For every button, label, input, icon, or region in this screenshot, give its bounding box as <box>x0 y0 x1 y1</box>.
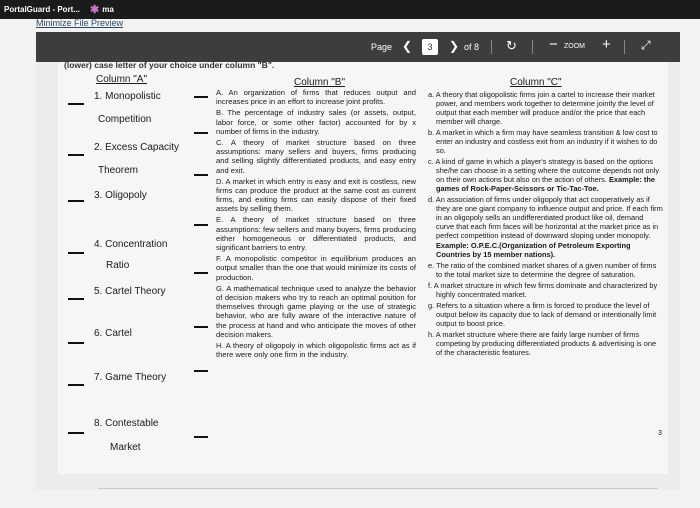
answer-blank <box>68 200 84 202</box>
page-number: 3 <box>658 430 662 437</box>
term-item-cont: Market <box>110 442 141 453</box>
column-a-header: Column "A" <box>96 74 148 85</box>
definition-b: G. A mathematical technique used to analyze the behavior of decision makers who try to reach an optimal position for themselves through game playing or the use of strategic behavior, who are fully aware of the interactive nature of the process at hand and who anticipate the moves of other decision makers. <box>216 283 416 339</box>
answer-blank <box>194 436 208 438</box>
definition-c: b. A market in which a firm may have seamless transition & low cost to enter an industry and costless exit from an industry if it wishes to do so. <box>428 128 658 156</box>
page-count: of 8 <box>464 42 480 52</box>
column-b-definitions <box>216 88 416 361</box>
answer-blank <box>194 174 208 176</box>
definition-c: g. Refers to a situation where a firm is forced to produce the level of output below its capacity due to lack of demand or intentionally limit output to boost price. <box>428 300 657 328</box>
instruction-text: (lower) case letter of your choice under column "B". <box>64 60 275 70</box>
fullscreen-icon[interactable]: ⤢ <box>641 38 651 52</box>
browser-tab-bar <box>0 0 700 19</box>
term-item-cont: Ratio <box>106 260 130 271</box>
definition-c: f. A market structure in which few firms dominate and characterized by highly concentrated market. <box>428 280 658 299</box>
definition-c: h. A market structure where there are fairly large number of firms competing by producing differentiated products & advertising is one of the characteristic features. <box>428 329 657 357</box>
page-number-input[interactable]: 3 <box>422 39 438 55</box>
definition-b: B. The percentage of industry sales (or assets, output, labor force, or some other factor) accounted for by x number of firms in the industry. <box>216 108 416 136</box>
definition-b: A. An organization of firms that reduces output and increases price in an effort to increase joint profits. <box>216 88 416 107</box>
answer-blank <box>68 103 84 105</box>
toolbar-divider <box>491 40 492 54</box>
rotate-icon[interactable]: ↻ <box>506 38 517 53</box>
term-item: 1. Monopolistic <box>94 91 161 102</box>
column-b-header: Column "B" <box>294 77 346 88</box>
zoom-out-icon[interactable]: − <box>549 36 558 53</box>
term-item: 4. Concentration <box>94 239 168 250</box>
document-viewer <box>36 32 680 490</box>
answer-blank <box>68 252 84 254</box>
term-item: 7. Game Theory <box>94 372 167 383</box>
answer-blank <box>194 272 208 274</box>
definition-b: D. A market in which entry is easy and exit is costless, new firms can produce the product at the same cost as current firms, and exiting firms can easily dispose of their fixed assets by selling them. <box>216 176 416 214</box>
definition-c: a. A theory that oligopolistic firms join a cartel to increase their market power, and members work together to determine jointly the level of output that each member will produce and/or the price that each member will charge. <box>428 90 655 127</box>
answer-blank <box>194 326 208 328</box>
answer-blank <box>68 298 84 300</box>
prev-page-icon[interactable]: ❮ <box>402 39 413 53</box>
term-item: 5. Cartel Theory <box>94 286 166 297</box>
term-item: 2. Excess Capacity <box>94 142 180 153</box>
answer-blank <box>68 384 84 386</box>
answer-blank <box>194 224 208 226</box>
toolbar-divider <box>624 40 625 54</box>
definition-c: e. The ratio of the combined market shares of a given number of firms to the total market size to determine the degree of saturation. <box>428 260 657 279</box>
answer-blank <box>68 154 84 156</box>
answer-blank <box>194 96 208 98</box>
page-divider <box>98 488 658 489</box>
document-page <box>58 62 668 474</box>
definition-b: C. A theory of market structure based on three assumptions: many sellers and buyers, firms producing and selling slightly differentiated products, and easy entry and exit. <box>216 137 416 175</box>
viewer-toolbar <box>36 32 680 62</box>
definition-b: E. A theory of market structure based on three assumptions: few sellers and many buyers, firms producing either homogeneous or differentiated products, and significant barriers to entry. <box>216 215 416 252</box>
column-c-header: Column "C" <box>510 77 562 88</box>
next-page-icon[interactable]: ❯ <box>449 39 460 53</box>
term-item: 3. Oligopoly <box>94 190 147 201</box>
definition-c: d. An association of firms under oligopoly that act cooperatively as if they are one giant company to influence output and price. If each firm in an oligopoly sells an undifferentiated product like oil, demand curve that each firm faces will be horizontal at the market price as in perfect competition instead of downward sloping under monopoly. Example: O.P.E.C.(Organization of Petroleum Exporting Countries by 15 member nations). <box>428 195 663 259</box>
zoom-label: ZOOM <box>564 43 585 50</box>
page-label: Page <box>371 42 393 52</box>
answer-blank <box>68 342 84 344</box>
definition-b: F. A monopolistic competitor in equilibrium produces an output smaller than the one that would minimize its costs of production. <box>216 254 416 282</box>
answer-blank <box>68 432 84 434</box>
term-item: 8. Contestable <box>94 418 159 429</box>
minimize-preview-link[interactable]: Minimize File Preview <box>36 18 124 28</box>
tab-user[interactable]: ma <box>102 5 114 14</box>
column-c-definitions <box>428 90 663 359</box>
definition-c: c. A kind of game in which a player's strategy is based on the options she/he can choose in a setting where the outcome depends not only on their own actions but also on the action of others. Example: the games of Rock-Paper-Scissors or Tic-Tac-Toe. <box>428 157 660 194</box>
answer-blank <box>194 132 208 134</box>
answer-blank <box>194 370 208 372</box>
toolbar-divider <box>532 40 533 54</box>
term-item: 6. Cartel <box>94 328 132 339</box>
term-item-cont: Theorem <box>98 165 139 176</box>
definition-b: H. A theory of oligopoly in which oligopolistic firms act as if there were only one firm in the industry. <box>216 340 416 360</box>
term-item-cont: Competition <box>98 114 152 125</box>
tab-title[interactable]: PortalGuard - Port... <box>4 5 81 14</box>
zoom-in-icon[interactable]: + <box>602 36 611 53</box>
settings-gear-icon[interactable]: ✱ <box>90 4 100 16</box>
